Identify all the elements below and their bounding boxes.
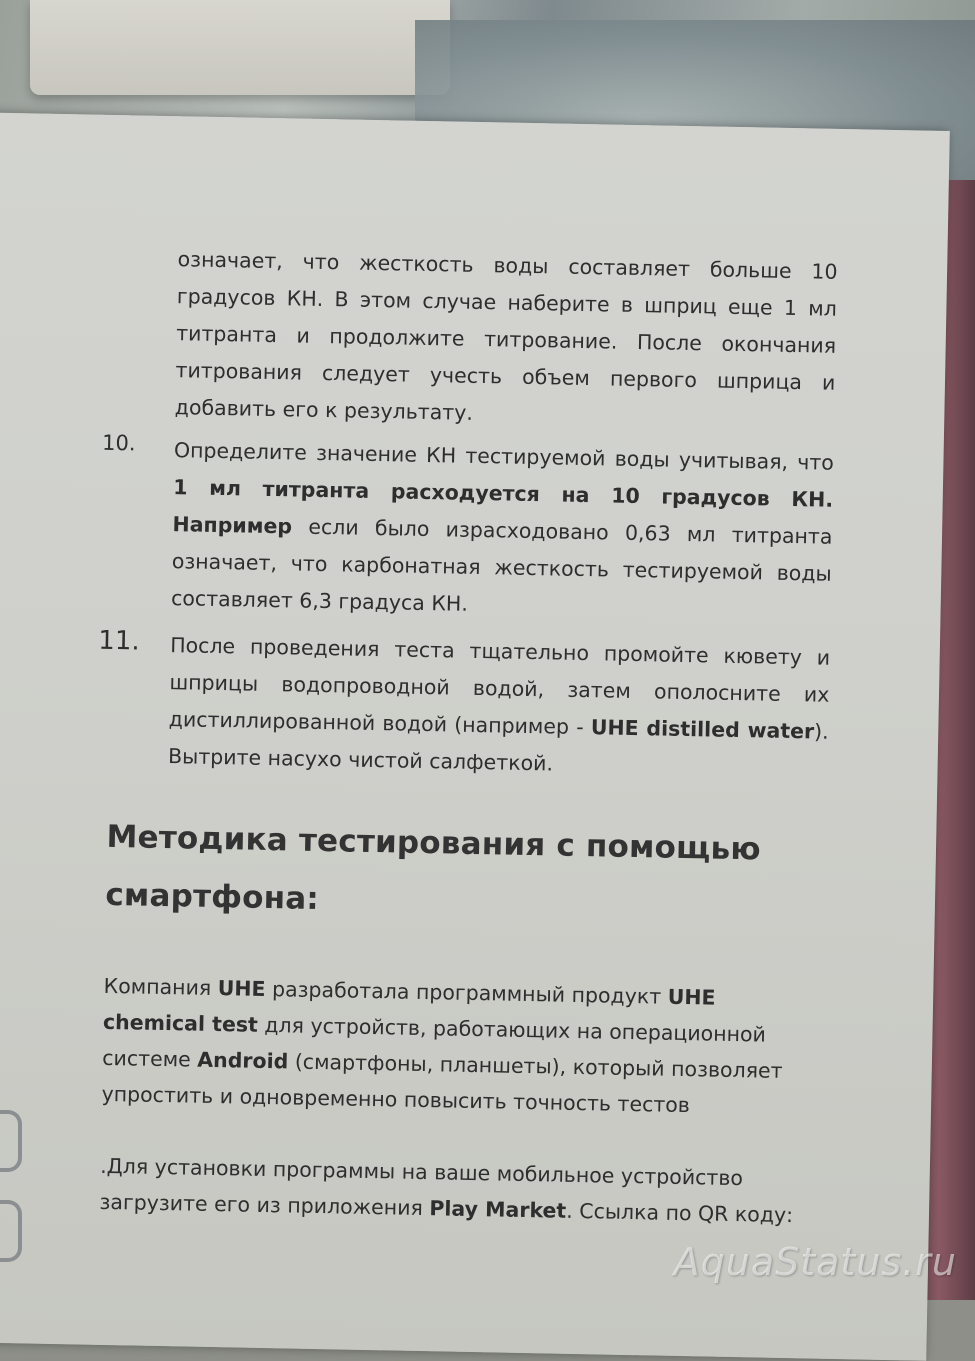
section-title: Методика тестирования с помощью смартфона: bbox=[105, 818, 762, 917]
binding-ring bbox=[0, 1200, 22, 1262]
step-number: 10. bbox=[101, 430, 136, 456]
step-10-text: Определите значение КН тестируемой воды учитывая, что 1 мл титранта расходуется на 10 градусов КН. Например если было израсходовано 0,63 мл титранта означает, что карбонатная жесткость тестируемой воды составляет 6,3 градуса КН. bbox=[170, 438, 835, 616]
step-10 bbox=[101, 430, 835, 630]
background-shelf bbox=[30, 0, 450, 95]
step-11 bbox=[98, 625, 831, 788]
intro-paragraph: Компания UHE разработала программный продукт UHE chemical test для устройств, работающих на операционной системе Android (смартфоны, планшеты), который позволяет упростить и одновременно повысить точность тестов bbox=[101, 973, 783, 1118]
watermark: AquaStatus.ru bbox=[673, 1240, 957, 1284]
step-11-text: После проведения теста тщательно промойте кювету и шприцы водопроводной водой, затем ополосните их дистиллированной водой (например - UHE distilled water). Вытрите насухо чистой салфеткой. bbox=[167, 633, 831, 776]
step-number: 11. bbox=[98, 625, 140, 657]
page-content bbox=[99, 240, 838, 1254]
continued-text: означает, что жесткость воды составляет больше 10 градусов КН. В этом случае наберите в шприц еще 1 мл титранта и продолжите титрование. После окончания титрования следует учесть объем первого шприца и добавить его к результату. bbox=[174, 247, 838, 425]
install-paragraph: .Для установки программы на ваше мобильное устройство загрузите его из приложения Play Market. Ссылка по QR коду: bbox=[99, 1153, 794, 1228]
binding-ring bbox=[0, 1110, 22, 1172]
continued-paragraph bbox=[114, 240, 837, 439]
